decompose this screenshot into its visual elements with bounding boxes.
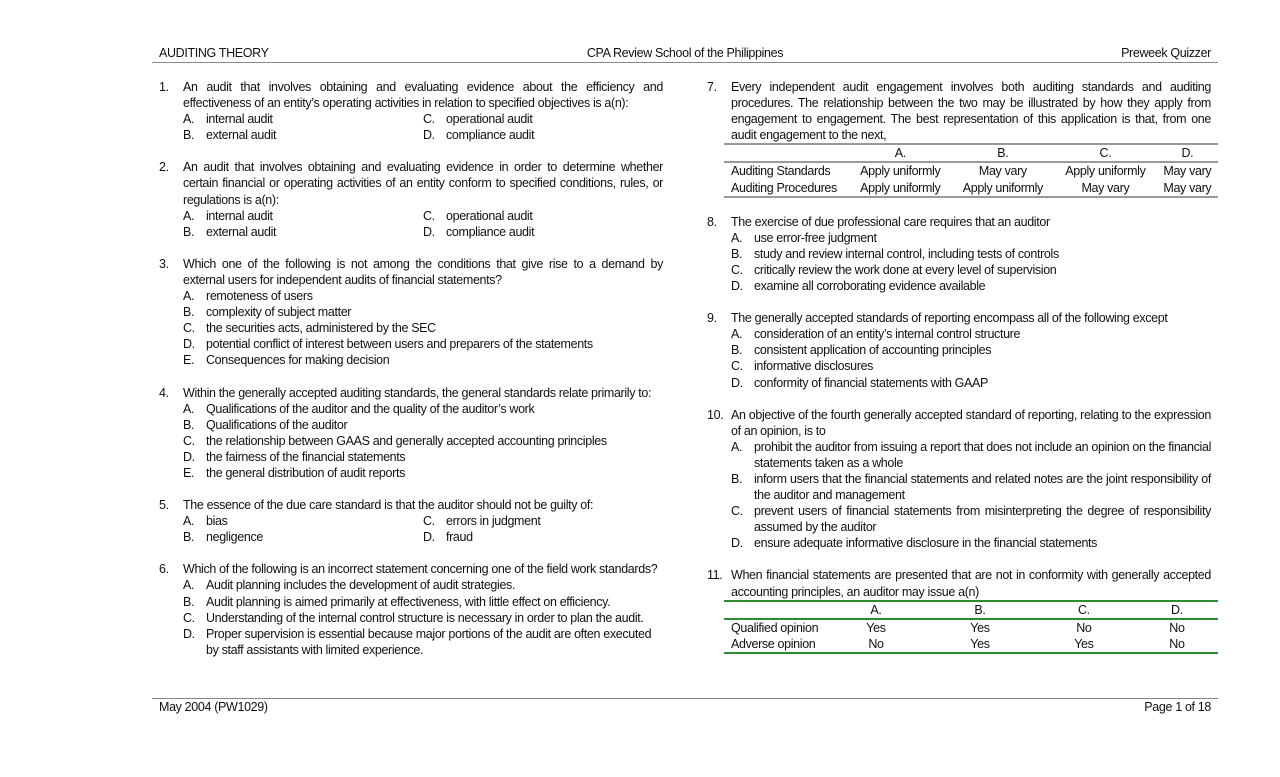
question-4 — [159, 385, 663, 482]
table-cell: Yes — [970, 636, 990, 651]
row-label: Auditing Procedures — [731, 180, 837, 195]
question-stem: Within the generally accepted auditing standards, the general standards relate primarily to: — [183, 385, 652, 400]
option-c: C. errors in judgment — [423, 514, 541, 529]
question-stem: Every independent audit engagement involves both auditing standards and auditing procedures. The relationship between the two may be illustrated by how they apply from engagement to engagement. The best representation of this application is that, from one audit engagement to the next, — [731, 80, 1211, 143]
option-c: C. operational audit — [423, 112, 533, 127]
option-a: A. prohibit the auditor from issuing a report that does not include an opinion on the financial statements taken as a whole — [731, 439, 1211, 470]
option-a: A. Qualifications of the auditor and the quality of the auditor’s work — [183, 401, 535, 416]
header-left: AUDITING THEORY — [159, 46, 269, 60]
options — [183, 208, 663, 240]
question-number: 9. — [707, 311, 717, 326]
table-cell: May vary — [1163, 164, 1212, 179]
left-column — [159, 79, 663, 674]
question-number: 2. — [159, 160, 169, 175]
column-header: D. — [1181, 146, 1194, 161]
page-header — [159, 46, 1211, 62]
question-number: 10. — [707, 407, 724, 422]
table-row — [724, 180, 1218, 197]
question-number: 11. — [707, 568, 723, 583]
option-d: D. Proper supervision is essential because major portions of the audit are often executed by staff assistants with limited experience. — [183, 626, 652, 657]
option-d: D. examine all corroborating evidence available — [731, 279, 986, 294]
row-label: Adverse opinion — [731, 636, 816, 651]
option-b: B. external audit — [183, 128, 277, 143]
option-a: A. bias — [183, 514, 228, 529]
options — [183, 111, 663, 143]
option-c: C. operational audit — [423, 208, 533, 223]
question-stem: The exercise of due professional care requires that an auditor — [731, 214, 1050, 229]
table-cell: No — [1169, 620, 1185, 635]
option-b: B. negligence — [183, 530, 263, 545]
option-d: D. fraud — [423, 530, 473, 545]
question-11 — [707, 567, 1211, 653]
answer-table — [724, 143, 1218, 197]
question-3 — [159, 256, 663, 369]
option-c: C. the securities acts, administered by the SEC — [183, 321, 436, 336]
option-d: D. compliance audit — [423, 128, 535, 143]
column-header: A. — [894, 146, 906, 161]
option-d: D. ensure adequate informative disclosure in the financial statements — [731, 536, 1098, 551]
option-b: B. Audit planning is aimed primarily at effectiveness, with little effect on efficiency. — [183, 594, 611, 609]
column-header: B. — [997, 146, 1009, 161]
table-row — [724, 162, 1218, 179]
column-header: A. — [870, 602, 882, 617]
option-b: B. consistent application of accounting principles — [731, 343, 992, 358]
option-a: A. internal audit — [183, 208, 273, 223]
question-stem: The essence of the due care standard is that the auditor should not be guilty of: — [183, 498, 594, 513]
header-rule — [152, 62, 1218, 63]
question-9 — [707, 310, 1211, 390]
row-label: Auditing Standards — [731, 164, 831, 179]
option-a: A. consideration of an entity’s internal control structure — [731, 327, 1021, 342]
question-1 — [159, 79, 663, 143]
table-cell: Apply uniformly — [860, 164, 941, 179]
option-b: B. inform users that the financial statements and related notes are the joint responsibility of the auditor and management — [731, 471, 1211, 503]
column-header: C. — [1099, 146, 1112, 161]
right-column — [707, 79, 1211, 670]
option-b: B. external audit — [183, 224, 277, 239]
option-d: D. compliance audit — [423, 224, 535, 239]
options — [731, 230, 1211, 294]
column-header: B. — [974, 602, 986, 617]
question-stem: An objective of the fourth generally accepted standard of reporting, relating to the expression of an opinion, is to — [731, 407, 1211, 438]
question-6 — [159, 561, 663, 658]
question-number: 5. — [159, 498, 169, 513]
footer-left: May 2004 (PW1029) — [159, 700, 268, 714]
header-center: CPA Review School of the Philippines — [586, 46, 784, 60]
question-7 — [707, 79, 1211, 198]
question-number: 1. — [159, 80, 169, 94]
question-number: 8. — [707, 214, 717, 229]
question-5 — [159, 497, 663, 545]
question-stem: The generally accepted standards of reporting encompass all of the following except — [731, 311, 1168, 326]
option-a: A. use error-free judgment — [731, 230, 877, 245]
column-header: C. — [1077, 602, 1090, 617]
option-c: C. prevent users of financial statements from misinterpreting the degree of responsibility assumed by the auditor — [731, 504, 1211, 535]
footer-rule — [152, 698, 1218, 699]
options — [731, 326, 1211, 390]
question-stem: Which one of the following is not among the conditions that give rise to a demand by external users for independent audits of financial statements? — [183, 256, 663, 287]
question-number: 6. — [159, 562, 169, 577]
header-right: Preweek Quizzer — [1121, 46, 1211, 60]
table-cell: No — [1076, 620, 1092, 635]
table-cell: May vary — [978, 164, 1027, 179]
table-cell: No — [868, 636, 884, 651]
option-a: A. Audit planning includes the development of audit strategies. — [183, 578, 516, 593]
option-a: A. remoteness of users — [183, 289, 313, 304]
table-cell: Yes — [1074, 636, 1094, 651]
page-number: Page 1 of 18 — [1144, 700, 1211, 714]
table-row — [724, 636, 1218, 653]
question-number: 4. — [159, 385, 169, 400]
options — [183, 401, 663, 481]
table-cell: Apply uniformly — [860, 180, 941, 195]
options — [731, 439, 1211, 552]
option-e: E. Consequences for making decision — [183, 353, 390, 368]
table-cell: No — [1169, 636, 1185, 651]
question-stem: An audit that involves obtaining and evaluating evidence about the efficiency and effectiveness of an entity’s operating activities in relation to specified objectives is a(n): — [183, 80, 663, 111]
row-label: Qualified opinion — [731, 620, 819, 635]
option-b: B. study and review internal control, including tests of controls — [731, 246, 1059, 261]
question-8 — [707, 214, 1211, 294]
table-cell: Apply uniformly — [962, 180, 1043, 195]
table-cell: May vary — [1081, 180, 1130, 195]
question-10 — [707, 407, 1211, 552]
table-cell: May vary — [1163, 180, 1212, 195]
option-d: D. the fairness of the financial statements — [183, 449, 406, 464]
options — [183, 288, 663, 368]
option-b: B. Qualifications of the auditor — [183, 417, 348, 432]
option-b: B. complexity of subject matter — [183, 305, 352, 320]
option-c: C. informative disclosures — [731, 359, 874, 374]
option-d: D. potential conflict of interest between users and preparers of the statements — [183, 337, 593, 352]
table-cell: Yes — [970, 620, 990, 635]
option-a: A. internal audit — [183, 112, 273, 127]
answer-table — [724, 600, 1218, 654]
option-d: D. conformity of financial statements with GAAP — [731, 375, 989, 390]
option-c: C. the relationship between GAAS and generally accepted accounting principles — [183, 433, 607, 448]
question-number: 7. — [707, 80, 717, 94]
page-footer — [159, 700, 1211, 716]
question-stem: An audit that involves obtaining and evaluating evidence in order to determine whether certain financial or operating activities of an entity conform to specified conditions, rules, or regulations is a(n): — [183, 160, 663, 207]
table-cell: Apply uniformly — [1065, 164, 1146, 179]
question-stem: Which of the following is an incorrect statement concerning one of the field work standards? — [183, 562, 658, 577]
option-c: C. critically review the work done at every level of supervision — [731, 262, 1057, 277]
option-c: C. Understanding of the internal control structure is necessary in order to plan the audit. — [183, 610, 644, 625]
table-cell: Yes — [866, 620, 886, 635]
option-e: E. the general distribution of audit reports — [183, 465, 405, 480]
question-2 — [159, 159, 663, 239]
question-stem: When financial statements are presented that are not in conformity with generally accepted accounting principles, an auditor may issue a(n) — [731, 568, 1211, 599]
table-row — [724, 619, 1218, 636]
options — [183, 513, 663, 545]
column-header: D. — [1171, 602, 1183, 617]
question-number: 3. — [159, 256, 169, 271]
options — [183, 577, 663, 657]
